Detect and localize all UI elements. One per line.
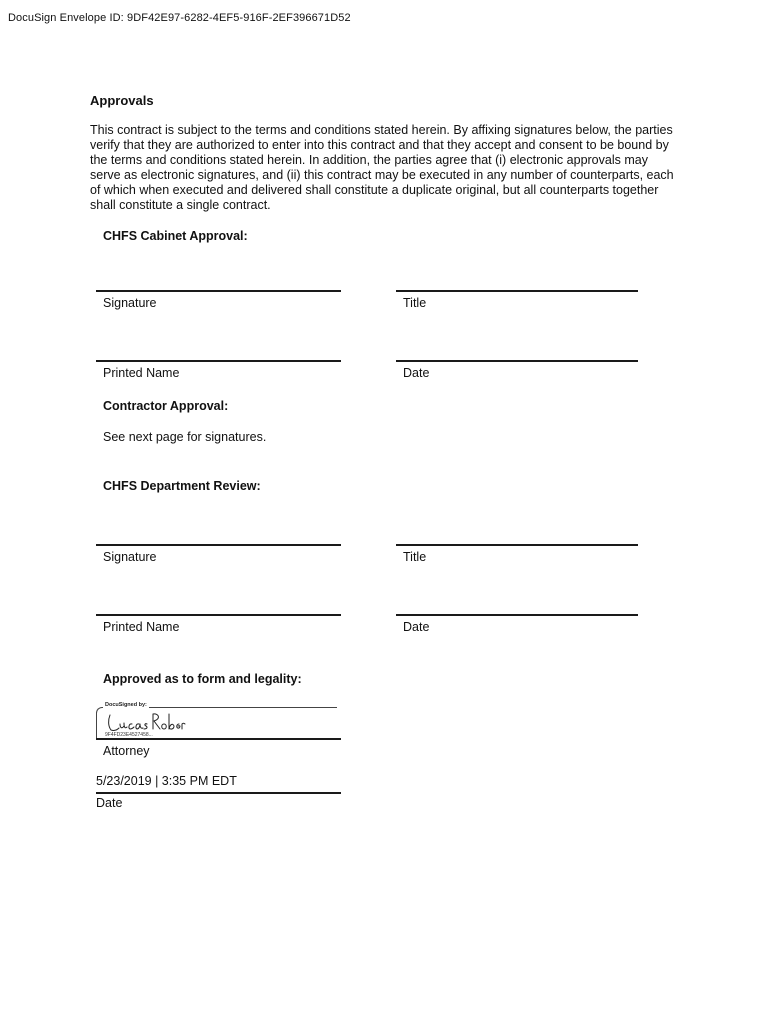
approvals-heading: Approvals (90, 93, 154, 108)
department-date-line[interactable] (396, 614, 638, 616)
cabinet-date-line[interactable] (396, 360, 638, 362)
docusigned-by-label: DocuSigned by: (105, 702, 147, 708)
department-printed-name-label: Printed Name (103, 620, 180, 634)
contractor-approval-heading: Contractor Approval: (103, 399, 229, 413)
cabinet-title-label: Title (403, 296, 427, 310)
signed-date-value: 5/23/2019 | 3:35 PM EDT (96, 774, 237, 788)
intro-paragraph (90, 123, 690, 212)
attorney-signature-line (96, 738, 341, 740)
intro-line: serve as electronic signatures, and (ii) this contract may be executed in any number of counterparts, each (90, 167, 674, 182)
cabinet-printed-name-line[interactable] (96, 360, 341, 362)
intro-line: verify that they are authorized to enter into this contract and that they accept and consent to be bound by (90, 137, 669, 152)
legal-approval-heading: Approved as to form and legality: (103, 672, 302, 686)
envelope-id: DocuSign Envelope ID: 9DF42E97-6282-4EF5-916F-2EF396671D52 (8, 12, 351, 24)
intro-line: shall constitute a single contract. (90, 197, 271, 212)
intro-line: the terms and conditions stated herein. In addition, the parties agree that (i) electronic approvals may (90, 152, 648, 167)
department-date-label: Date (403, 620, 430, 634)
department-title-line[interactable] (396, 544, 638, 546)
docusign-signer-id: 9F4FD23E4527458... (105, 732, 153, 738)
contractor-note: See next page for signatures. (103, 430, 267, 444)
department-signature-line[interactable] (96, 544, 341, 546)
department-signature-label: Signature (103, 550, 157, 564)
cabinet-date-label: Date (403, 366, 430, 380)
cabinet-printed-name-label: Printed Name (103, 366, 180, 380)
cabinet-approval-heading: CHFS Cabinet Approval: (103, 229, 248, 243)
attorney-signature-image (106, 710, 186, 734)
department-printed-name-line[interactable] (96, 614, 341, 616)
intro-line: of which when executed and delivered shall constitute a duplicate original, but all counterparts together (90, 182, 659, 197)
cabinet-signature-label: Signature (103, 296, 157, 310)
signed-date-label: Date (96, 796, 123, 810)
cabinet-signature-line[interactable] (96, 290, 341, 292)
attorney-label: Attorney (103, 744, 150, 758)
cabinet-title-line[interactable] (396, 290, 638, 292)
intro-line: This contract is subject to the terms and conditions stated herein. By affixing signatures below, the parties (90, 123, 673, 137)
department-title-label: Title (403, 550, 427, 564)
signed-date-line (96, 792, 341, 794)
department-review-heading: CHFS Department Review: (103, 479, 261, 493)
